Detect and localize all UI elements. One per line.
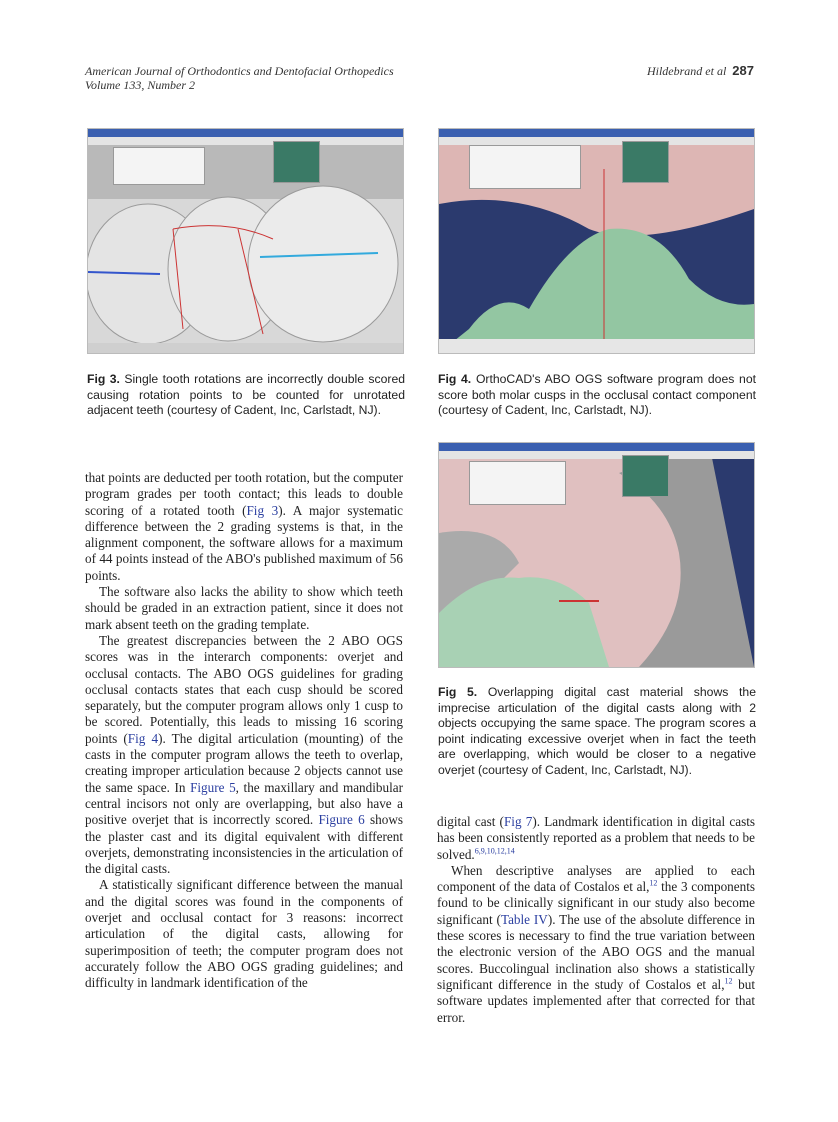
paragraph <box>85 470 403 584</box>
paragraph: A statistically significant difference between the manual and the digital scores was found in the components of overjet and occlusal contact for 3 reasons: incorrect articulation of the digital casts, allowing for superimposition of teeth; the computer program does not accurately follow the ABO OGS grading guidelines; and difficulty in landmark identification of the <box>85 877 403 991</box>
text: that points are deducted per tooth rotation, but the computer program grades per tooth contact; this leads to double scoring of a rotated tooth ( <box>85 470 403 518</box>
text: ). The digital articulation (mounting) of the casts in the computer program allows the teeth to overlap, creating improper articulation because 2 objects cannot use the same space. In <box>85 730 404 795</box>
paragraph <box>437 863 755 1026</box>
text: The greatest discrepancies between the 2 ABO OGS scores was in the interarch components: overjet and occlusal contacts. The ABO OGS guidelines for grading occlusal contacts states that each cusp should be scored separately, but the computer program allows only 1 cusp to be scored. Potentially, this leads to missing 16 scoring points ( <box>85 632 403 746</box>
reference-link[interactable]: 12 <box>724 976 733 986</box>
figure-3-image <box>87 128 404 354</box>
text: When descriptive analyses are applied to each component of the data of Costalos et al, <box>437 862 755 895</box>
paragraph <box>85 633 403 877</box>
figure-label: Fig 4. <box>438 372 472 386</box>
figure-3-link[interactable]: Fig 3 <box>246 502 279 518</box>
body-text-left-column <box>85 470 403 992</box>
figure-4-image <box>438 128 755 354</box>
figure-6-link[interactable]: Figure 6 <box>318 812 365 828</box>
grading-template-panel <box>113 147 205 185</box>
grading-template-panel <box>469 145 581 189</box>
caption-text: OrthoCAD's ABO OGS software program does not score both molar cusps in the occlusal contact component (courtesy of Cadent, Inc, Carlstadt, NJ). <box>438 372 756 417</box>
body-text-right-column <box>437 814 755 1026</box>
navigation-widget <box>622 141 669 183</box>
authors: Hildebrand et al <box>646 64 727 78</box>
text: shows the plaster cast and its digital equivalent with different overjets, demonstrating inconsistencies in the articulation of the digital casts. <box>85 812 404 877</box>
text: but software updates implemented after that corrected for that error. <box>437 976 756 1025</box>
caption-text: Overlapping digital cast material shows the imprecise articulation of the digital casts along with 2 objects occupying the same space. The program scores a point indicating excessive overjet when in fact the teeth are overlapping, which would be closer to a negative overjet (courtesy of Cadent, Inc, Carlstadt, NJ). <box>438 685 756 777</box>
reference-link[interactable]: 12 <box>649 878 658 888</box>
figure-5-caption <box>438 685 756 778</box>
page-number: 287 <box>732 63 754 78</box>
grading-template-panel <box>469 461 566 505</box>
volume-issue: Volume 133, Number 2 <box>85 78 195 92</box>
figure-label: Fig 3. <box>87 372 120 386</box>
caption-text: Single tooth rotations are incorrectly double scored causing rotation points to be counted for unrotated adjacent teeth (courtesy of Cadent, Inc, Carlstadt, NJ). <box>87 372 406 417</box>
paragraph: The software also lacks the ability to show which teeth should be graded in an extraction patient, since it does not mark absent teeth on the grading template. <box>85 584 403 632</box>
figure-7-link[interactable]: Fig 7 <box>503 814 533 829</box>
navigation-widget <box>273 141 320 183</box>
figure-5-link[interactable]: Figure 5 <box>190 779 236 795</box>
figure-4-caption <box>438 372 756 419</box>
text: , the maxillary and mandibular central incisors not only are overlapping, but also have a positive overjet that is incorrectly scored. <box>85 779 403 828</box>
text: ). The use of the absolute difference in these scores is necessary to find the true variation between the electronic version of the ABO OGS and the manual scores. Buccolingual inclination also shows a statistically significant difference in the study of Costalos et al, <box>437 911 755 992</box>
navigation-widget <box>622 455 669 497</box>
figure-label: Fig 5. <box>438 685 478 699</box>
table-4-link[interactable]: Table IV <box>500 911 548 927</box>
paragraph <box>437 814 755 863</box>
running-header-right <box>647 64 754 78</box>
text: digital cast ( <box>437 814 504 829</box>
running-header-left <box>85 64 394 92</box>
figure-4-link[interactable]: Fig 4 <box>127 730 159 746</box>
reference-link[interactable]: 6,9,10,12,14 <box>474 846 515 856</box>
figure-5-image <box>438 442 755 668</box>
text: ). A major systematic difference between the 2 grading systems is that, in the alignment component, the software allows for a maximum of 44 points instead of the ABO's published maximum of 56 points. <box>85 502 404 583</box>
text: ). Landmark identification in digital casts has been consistently reported as a problem that needs to be solved. <box>437 814 756 862</box>
figure-3-caption <box>87 372 405 419</box>
text: the 3 components found to be clinically significant in our study also become significant ( <box>437 879 756 927</box>
journal-title: American Journal of Orthodontics and Dentofacial Orthopedics <box>85 64 394 78</box>
